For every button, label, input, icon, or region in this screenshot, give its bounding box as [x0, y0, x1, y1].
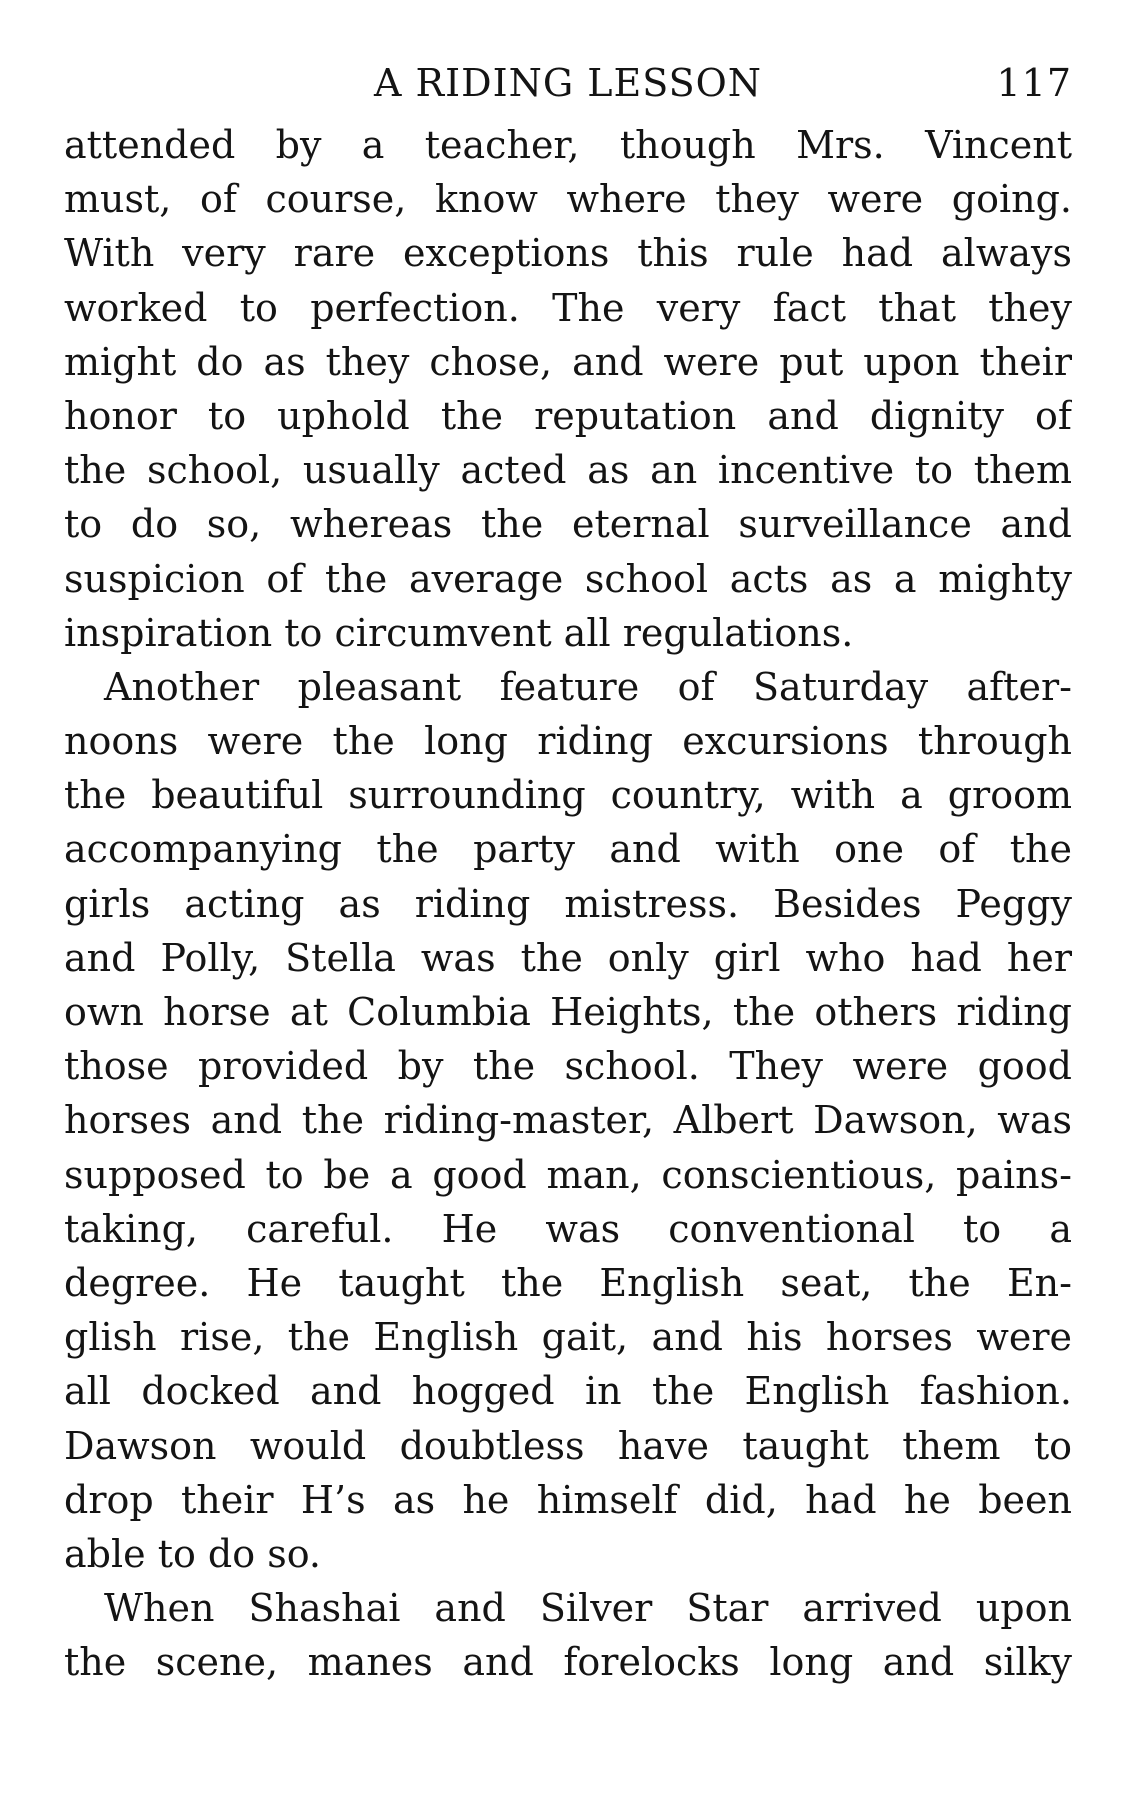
text-line: own horse at Columbia Heights, the others riding: [64, 990, 1072, 1034]
text-line: accompanying the party and with one of the: [64, 827, 1072, 872]
text-line: might do as they chose, and were put upon their: [64, 339, 1072, 384]
text-line: those provided by the school. They were good: [64, 1044, 1072, 1089]
text-line: inspiration to circumvent all regulations.: [64, 610, 854, 655]
page-number: 117: [996, 61, 1072, 105]
text-line: taking, careful. He was conventional to a: [64, 1206, 1072, 1251]
text-line: supposed to be a good man, conscientious, pains-: [64, 1152, 1072, 1197]
text-line: the scene, manes and forelocks long and silky: [64, 1640, 1072, 1685]
text-line: Dawson would doubtless have taught them to: [64, 1423, 1072, 1468]
text-line: attended by a teacher, though Mrs. Vincent: [64, 123, 1072, 167]
text-line: With very rare exceptions this rule had always: [64, 231, 1072, 276]
text-line: to do so, whereas the eternal surveillance and: [64, 502, 1072, 547]
text-line: horses and the riding-master, Albert Dawson, was: [64, 1098, 1072, 1143]
text-line: the beautiful surrounding country, with a groom: [64, 773, 1072, 818]
text-line: When Shashai and Silver Star arrived upon: [104, 1586, 1072, 1631]
text-line: suspicion of the average school acts as a mighty: [64, 556, 1072, 601]
text-line: able to do so.: [64, 1531, 322, 1576]
text-line: worked to perfection. The very fact that they: [64, 285, 1072, 330]
text-line: the school, usually acted as an incentive to them: [64, 448, 1072, 493]
text-line: glish rise, the English gait, and his horses were: [64, 1315, 1072, 1360]
text-line: and Polly, Stella was the only girl who had her: [64, 935, 1072, 980]
text-line: girls acting as riding mistress. Besides Peggy: [64, 881, 1072, 926]
book-page: [64, 58, 1072, 1798]
running-head: [64, 58, 1072, 108]
running-title: A RIDING LESSON: [373, 61, 763, 105]
text-line: noons were the long riding excursions through: [64, 719, 1072, 764]
text-line: degree. He taught the English seat, the En-: [64, 1260, 1072, 1305]
text-line: Another pleasant feature of Saturday after-: [104, 664, 1072, 709]
text-line: must, of course, know where they were going.: [64, 177, 1072, 222]
text-line: drop their H’s as he himself did, had he been: [64, 1477, 1072, 1522]
text-line: all docked and hogged in the English fashion.: [64, 1369, 1072, 1414]
body-text: [64, 118, 1072, 1689]
text-line: honor to uphold the reputation and dignity of: [64, 393, 1072, 438]
